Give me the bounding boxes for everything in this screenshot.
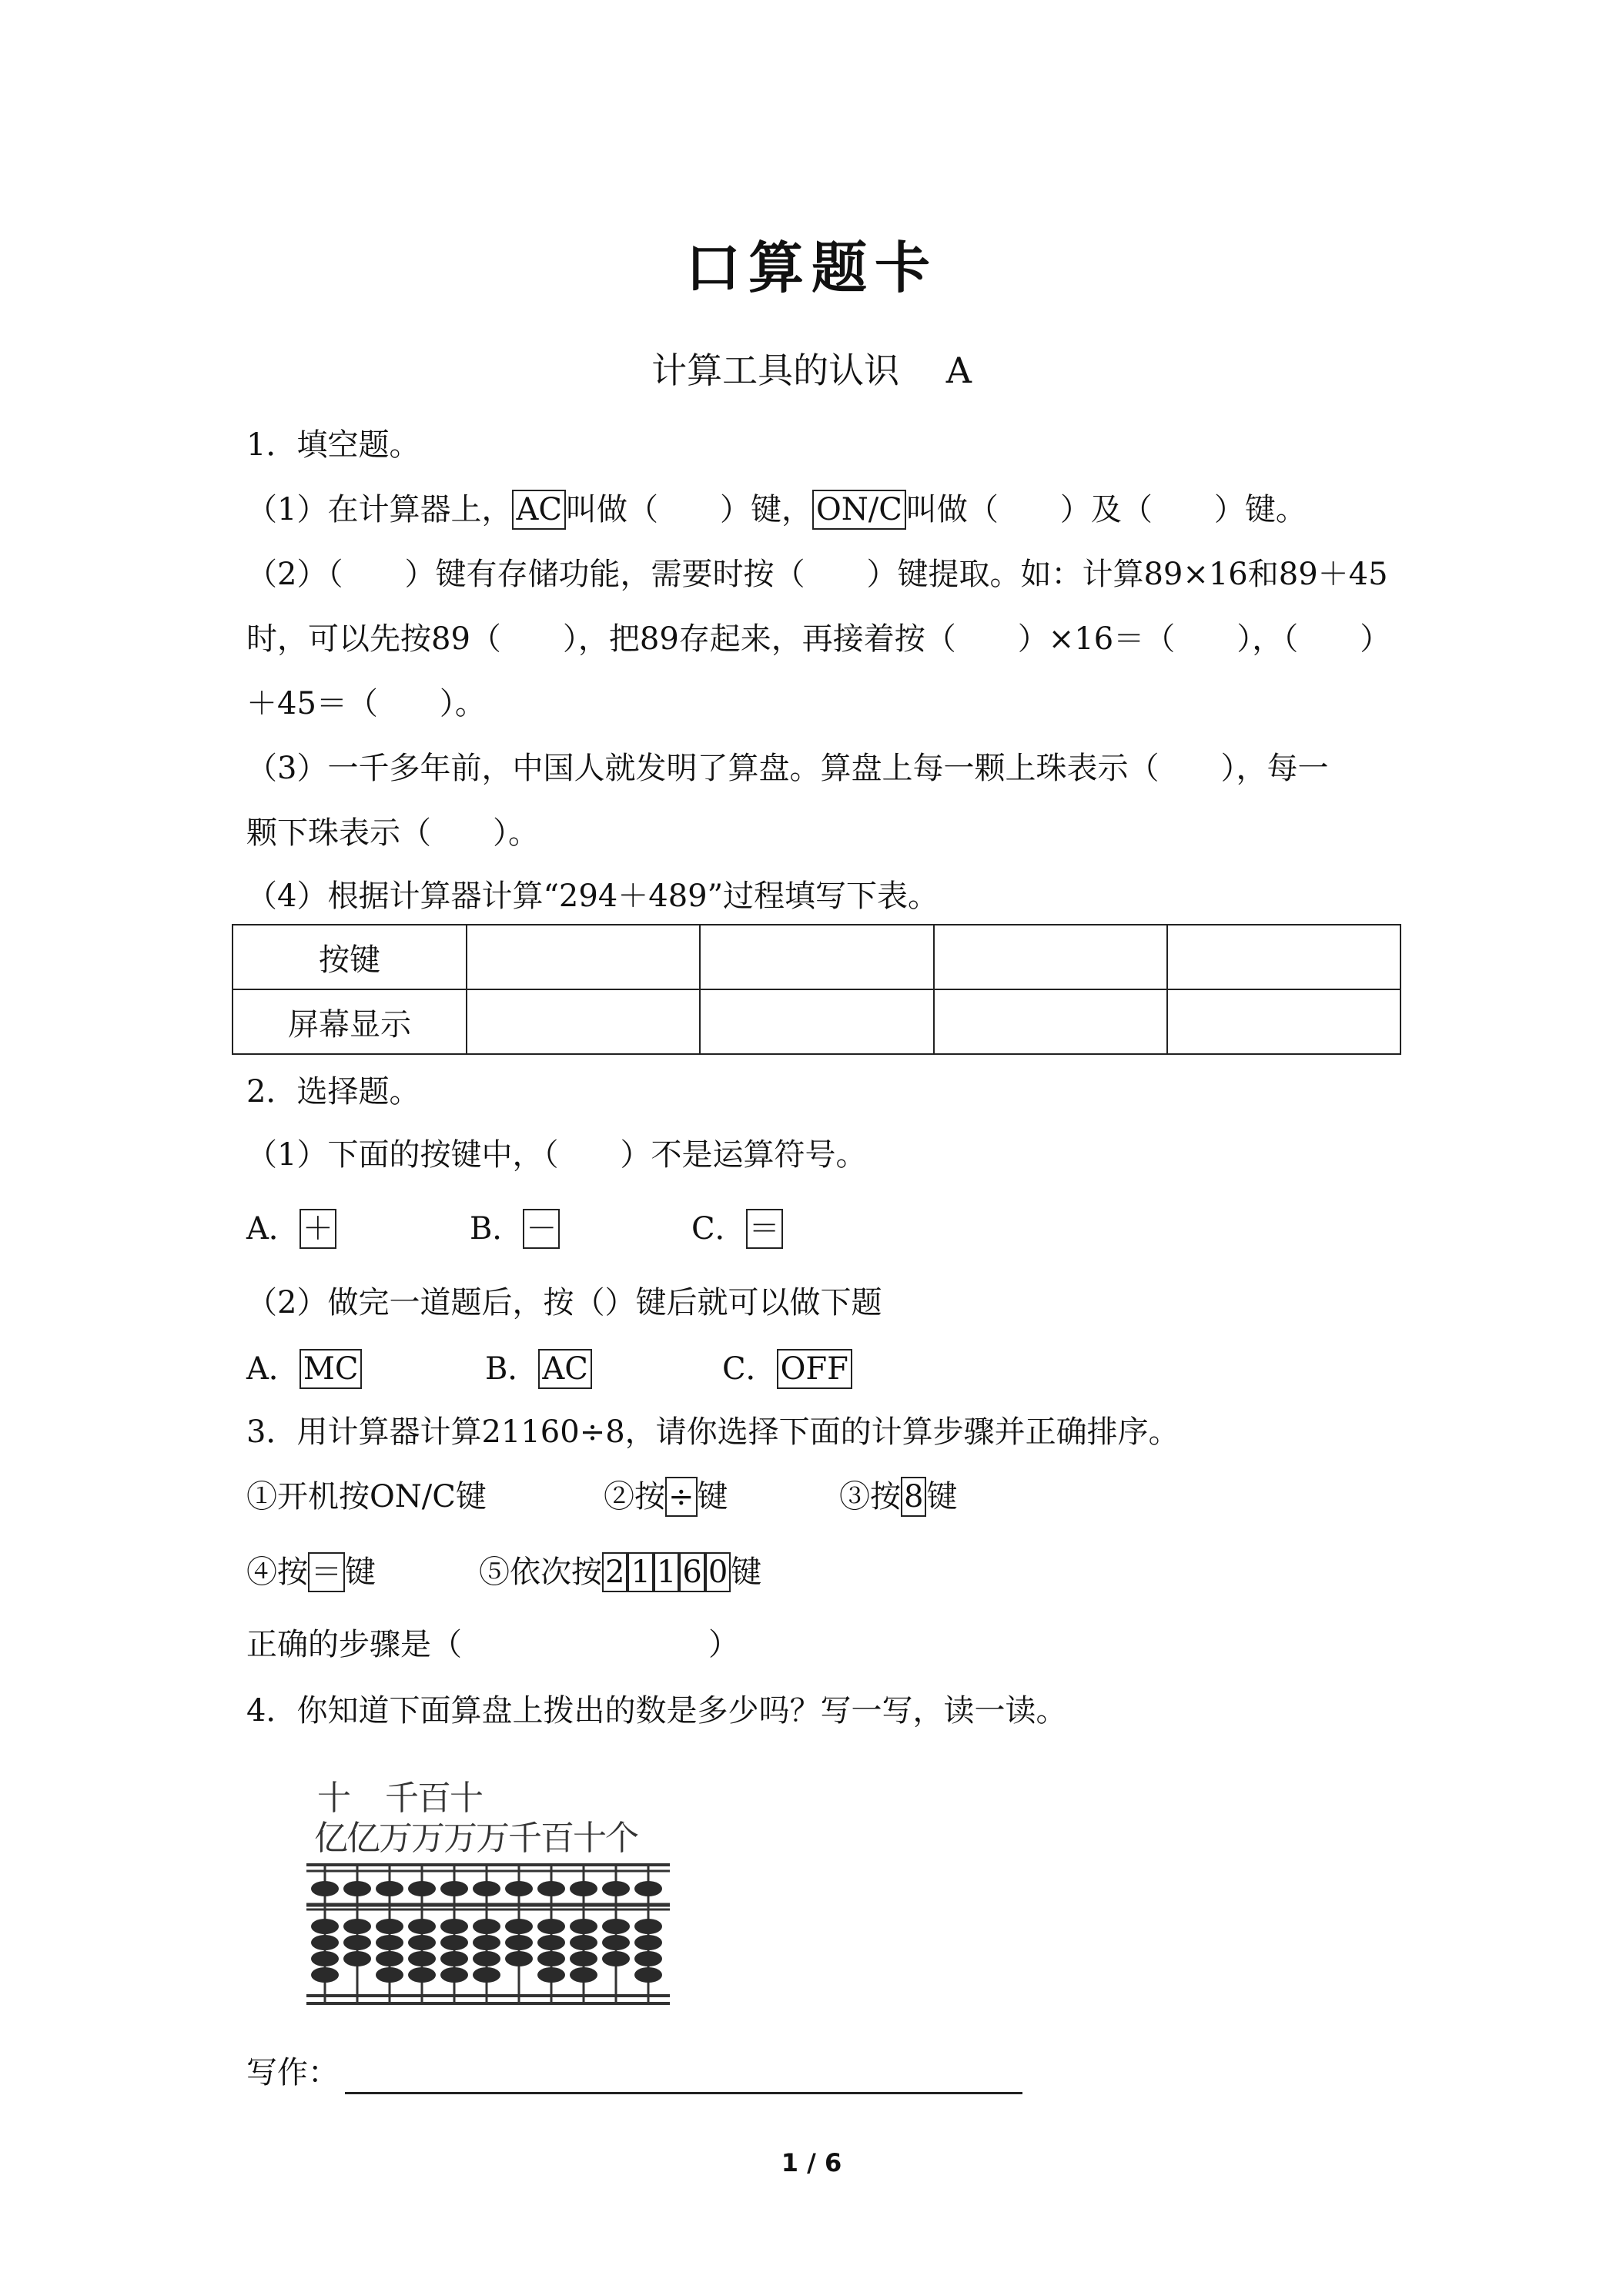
digit-key-box: 0 (705, 1552, 731, 1592)
digit-key-box: 1 (627, 1552, 653, 1592)
abacus-frame (306, 1863, 670, 2003)
abacus-place-label: 亿 (314, 1819, 348, 1858)
table-cell[interactable] (934, 989, 1167, 1054)
abacus-bead (505, 1919, 533, 1934)
onc-key-box: ON/C (812, 490, 906, 530)
abacus-place-label: 千 (508, 1819, 542, 1858)
table-cell[interactable] (700, 989, 933, 1054)
q2-p2-option-b: B． AC (485, 1347, 592, 1391)
abacus-bead (376, 1967, 403, 1983)
q1-p3-line2: 颗下珠表示（ ）。 (246, 815, 539, 851)
q1-p2-line2: 时，可以先按89（ ），把89存起来，再接着按（ ）×16＝（ ），（ ） (246, 621, 1391, 657)
q3-step2: ②按 ÷ 键 (604, 1475, 728, 1518)
abacus-bead (634, 1919, 662, 1934)
abacus-bead (570, 1919, 597, 1934)
q2-header: 2．选择题。 (246, 1074, 420, 1110)
abacus-place-label: 亿 (346, 1819, 380, 1858)
abacus-bead (537, 1967, 565, 1983)
abacus-bead (408, 1967, 436, 1983)
abacus-bead (537, 1919, 565, 1934)
abacus-bead (634, 1967, 662, 1983)
q4-header: 4．你知道下面算盘上拨出的数是多少吗？写一写，读一读。 (246, 1693, 1067, 1729)
abacus-bead (311, 1881, 339, 1896)
abacus-place-label: 万 (443, 1819, 477, 1858)
abacus-top-label: 十 (450, 1779, 484, 1818)
abacus-bead (537, 1951, 565, 1966)
abacus-bead (311, 1967, 339, 1983)
abacus-bead (440, 1967, 468, 1983)
abacus-top-label: 十 (317, 1779, 351, 1818)
row-label-keys: 按键 (233, 925, 467, 989)
abacus-place-label: 万 (476, 1819, 510, 1858)
abacus-bead (602, 1919, 630, 1934)
abacus-bead (311, 1935, 339, 1950)
abacus-bead (473, 1881, 500, 1896)
abacus-bead (440, 1881, 468, 1896)
q3-step1: ①开机按ON/C键 (246, 1479, 487, 1514)
abacus-bead (570, 1935, 597, 1950)
abacus-bead (376, 1951, 403, 1966)
q3-step4: ④按 ＝ 键 (246, 1551, 376, 1594)
table-cell[interactable] (467, 925, 700, 989)
table-cell[interactable] (700, 925, 933, 989)
q3-answer: 正确的步骤是（ ） (246, 1627, 739, 1662)
table-row (233, 989, 1400, 1054)
q2-option-b: B． － (470, 1207, 560, 1250)
abacus-bead (505, 1935, 533, 1950)
abacus-bead (376, 1919, 403, 1934)
abacus-bead (473, 1967, 500, 1983)
abacus-bead (602, 1951, 630, 1966)
abacus-bead (473, 1951, 500, 1966)
q1-p1 (246, 488, 1307, 531)
abacus-top-label: 千 (385, 1779, 419, 1818)
abacus-bead (570, 1951, 597, 1966)
q2-p2-option-c: C． OFF (722, 1347, 852, 1391)
abacus-bead (311, 1919, 339, 1934)
q2-option-a: A． ＋ (246, 1207, 336, 1250)
abacus-bead (343, 1951, 371, 1966)
mc-key-box: MC (300, 1349, 363, 1389)
page-number: 1 / 6 (781, 2148, 842, 2177)
abacus-place-label: 十 (573, 1819, 607, 1858)
digit-key-box: 6 (679, 1552, 704, 1592)
abacus-bead (634, 1951, 662, 1966)
abacus-bead (602, 1935, 630, 1950)
abacus-bead (602, 1881, 630, 1896)
abacus-bead (570, 1967, 597, 1983)
abacus-bead (408, 1919, 436, 1934)
write-answer-line[interactable] (345, 2092, 1022, 2094)
abacus-bead (343, 1935, 371, 1950)
table-row (233, 925, 1400, 989)
abacus-bead (570, 1881, 597, 1896)
abacus-place-label: 百 (540, 1819, 574, 1858)
ac-key-box: AC (512, 490, 566, 530)
divide-key-box: ÷ (665, 1477, 698, 1517)
table-cell[interactable] (1167, 925, 1400, 989)
equals-key-box: ＝ (746, 1209, 783, 1249)
page-subtitle: 计算工具的认识 A (651, 350, 972, 391)
abacus-bead (473, 1919, 500, 1934)
q2-option-c: C． ＝ (691, 1207, 783, 1250)
equals-key-box: ＝ (308, 1552, 345, 1592)
q2-p2: （2）做完一道题后，按（）键后就可以做下题 (246, 1285, 882, 1320)
plus-key-box: ＋ (300, 1209, 336, 1249)
abacus-bead (408, 1935, 436, 1950)
abacus-bead (440, 1951, 468, 1966)
digit-key-box: 2 (602, 1552, 627, 1592)
q3-step3: ③按 8 键 (839, 1475, 957, 1518)
abacus-bead (311, 1951, 339, 1966)
digit-key-box: 1 (654, 1552, 679, 1592)
abacus-image (300, 1779, 678, 2017)
q1-p3-line1: （3）一千多年前，中国人就发明了算盘。算盘上每一颗上珠表示（ ），每一 (246, 751, 1329, 786)
abacus-bead (537, 1935, 565, 1950)
q3-header: 3．用计算器计算21160÷8，请你选择下面的计算步骤并正确排序。 (246, 1414, 1180, 1450)
q1-p4: （4）根据计算器计算“294＋489”过程填写下表。 (246, 879, 939, 914)
q2-p2-option-a: A． MC (246, 1347, 362, 1391)
abacus-bead (505, 1951, 533, 1966)
abacus-place-label: 个 (605, 1819, 639, 1858)
abacus-bead (408, 1951, 436, 1966)
ac-key-box: AC (538, 1349, 592, 1389)
abacus-bead (376, 1935, 403, 1950)
table-cell[interactable] (1167, 989, 1400, 1054)
abacus-bead (440, 1919, 468, 1934)
q1-p2-line3: ＋45＝（ ）。 (246, 686, 486, 721)
q1-p1-a: （1）在计算器上， (246, 492, 513, 527)
table-cell[interactable] (934, 925, 1167, 989)
q3-step5: ⑤依次按 2 1 1 6 0 键 (479, 1551, 761, 1594)
abacus-bead (505, 1881, 533, 1896)
q1-header: 1．填空题。 (246, 427, 420, 463)
abacus-bead (473, 1935, 500, 1950)
q1-p1-b: 叫做（ ）键， (565, 492, 812, 527)
eight-key-box: 8 (901, 1477, 926, 1517)
page-title: 口算题卡 (684, 236, 938, 300)
minus-key-box: － (523, 1209, 560, 1249)
key-display-table (232, 924, 1401, 1055)
abacus-bead (376, 1881, 403, 1896)
abacus-place-label: 万 (379, 1819, 413, 1858)
abacus-bead (440, 1935, 468, 1950)
q1-p2-line1: （2）（ ）键有存储功能，需要时按（ ）键提取。如：计算89×16和89＋45 (246, 557, 1388, 592)
abacus-bead (634, 1935, 662, 1950)
abacus-bead (537, 1881, 565, 1896)
row-label-screen: 屏幕显示 (233, 989, 467, 1054)
table-cell[interactable] (467, 989, 700, 1054)
write-label: 写作： (246, 2055, 339, 2090)
abacus-top-label: 百 (417, 1779, 451, 1818)
q1-p1-c: 叫做（ ）及（ ）键。 (905, 492, 1307, 527)
abacus-place-label: 万 (411, 1819, 445, 1858)
abacus-bead (408, 1881, 436, 1896)
abacus-place-labels (314, 1819, 639, 1858)
abacus-bead (343, 1919, 371, 1934)
off-key-box: OFF (777, 1349, 852, 1389)
q2-p1: （1）下面的按键中，（ ）不是运算符号。 (246, 1137, 867, 1173)
abacus-bead (343, 1881, 371, 1896)
abacus-bead (634, 1881, 662, 1896)
